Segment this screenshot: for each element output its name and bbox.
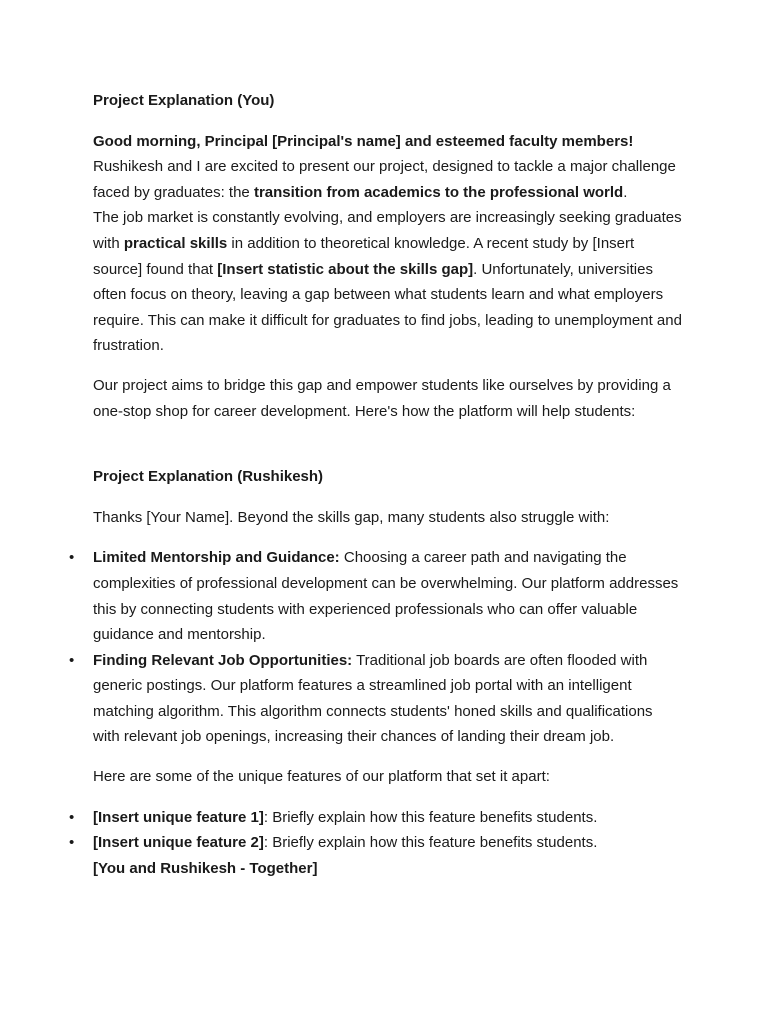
intro-emphasis: transition from academics to the professional world <box>253 183 624 201</box>
list-item-text: Traditional job boards are often flooded with generic postings. Our platform features a streamlined job portal with an intelligent matching algorithm. This algorithm connects students' honed skills and qualifications with relevant job openings, increasing their chances of landing their dream job. <box>93 651 653 746</box>
list-item-title: [Insert unique feature 2] <box>93 834 264 852</box>
job-market-paragraph <box>93 205 683 359</box>
list-item-title: [Insert unique feature 1] <box>93 808 264 826</box>
document-page <box>69 88 683 881</box>
list-item <box>69 805 683 831</box>
section-heading-rushikesh: Project Explanation (Rushikesh) <box>93 468 324 486</box>
list-item <box>69 648 683 750</box>
bullet-icon: • <box>69 549 75 567</box>
greeting-paragraph <box>93 129 683 155</box>
practical-skills-emphasis: practical skills <box>123 234 228 252</box>
greeting-text: Good morning, Principal [Principal's name] and esteemed faculty members! <box>93 132 634 150</box>
job-market-text-2: in addition to theoretical knowledge. A recent study by [Insert source] found that <box>93 234 635 278</box>
intro-text-start: Rushikesh and I are excited to present our project, designed to tackle a major challenge faced by graduates: the <box>93 158 676 201</box>
list-item-title: Limited Mentorship and Guidance: <box>93 549 340 567</box>
challenges-list <box>69 545 683 750</box>
section-heading-you: Project Explanation (You) <box>93 92 275 109</box>
statistic-placeholder: [Insert statistic about the skills gap] <box>217 260 474 278</box>
job-market-text-1: The job market is constantly evolving, and employers are increasingly seeking graduates with <box>93 209 682 252</box>
list-item <box>69 830 683 856</box>
list-item-title: Finding Relevant Job Opportunities: <box>93 651 353 669</box>
list-item-text: : Briefly explain how this feature benefits students. <box>263 834 598 852</box>
intro-text-end: . <box>623 183 628 201</box>
bullet-icon: • <box>69 834 75 852</box>
together-heading: [You and Rushikesh - Together] <box>93 859 318 877</box>
list-item-text: : Briefly explain how this feature benefits students. <box>263 808 598 826</box>
job-market-text-3: . Unfortunately, universities often focus on theory, leaving a gap between what students learn and what employers require. This can make it difficult for graduates to find jobs, leading to unemployment and frustration. <box>93 260 682 355</box>
thanks-paragraph: Thanks [Your Name]. Beyond the skills gap, many students also struggle with: <box>93 508 610 526</box>
features-list <box>69 805 683 856</box>
list-item <box>69 545 683 647</box>
bullet-icon: • <box>69 808 75 826</box>
list-item-text: Choosing a career path and navigating the complexities of professional development can be overwhelming. Our platform addresses this by connecting students with experienced professionals who can offer valuable guidance and mentorship. <box>93 549 679 644</box>
project-aims-paragraph: Our project aims to bridge this gap and empower students like ourselves by providing a one-stop shop for career development. Here's how the platform will help students: <box>93 376 671 420</box>
intro-paragraph <box>93 154 683 205</box>
unique-features-intro: Here are some of the unique features of our platform that set it apart: <box>93 768 550 786</box>
bullet-icon: • <box>69 651 75 669</box>
